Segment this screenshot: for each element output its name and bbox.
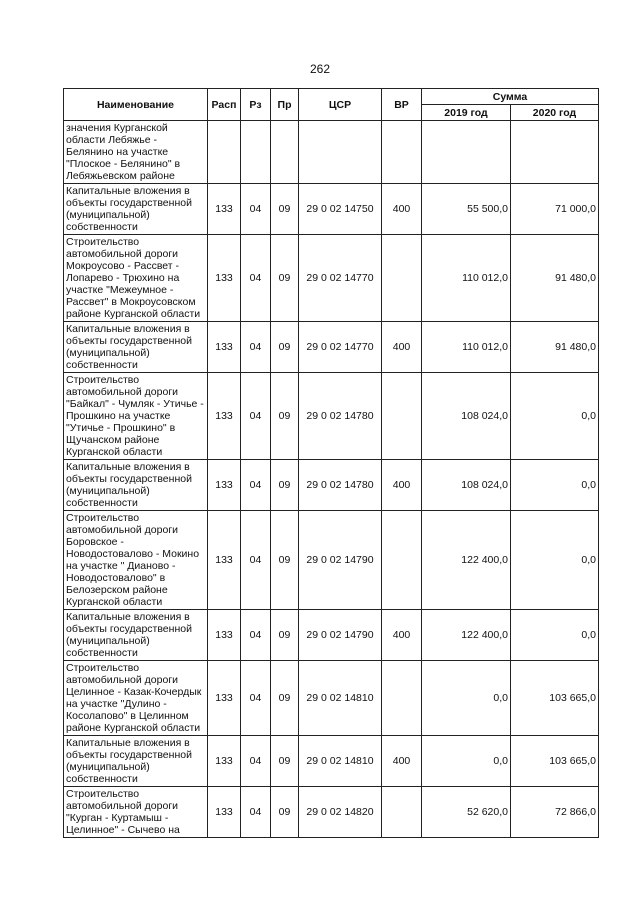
cell-2019: 108 024,0 [422,373,511,460]
cell-vr: 400 [382,184,422,235]
header-vr: ВР [382,89,422,121]
header-rasp: Расп [208,89,241,121]
cell-rasp: 133 [208,322,241,373]
cell-2020: 0,0 [511,460,599,511]
header-rz: Рз [241,89,271,121]
cell-pr: 09 [271,511,299,610]
cell-vr [382,787,422,838]
cell-pr: 09 [271,610,299,661]
cell-pr: 09 [271,736,299,787]
cell-name: Строительство автомобильной дороги Целинное - Казак-Кочердык на участке "Дулино - Косолапово" в Целинном районе Курганской области [64,661,208,736]
cell-rz: 04 [241,184,271,235]
cell-rz: 04 [241,610,271,661]
cell-pr [271,121,299,184]
cell-pr: 09 [271,373,299,460]
cell-vr: 400 [382,610,422,661]
table-row [64,373,599,460]
cell-pr: 09 [271,460,299,511]
cell-name: Капитальные вложения в объекты государственной (муниципальной) собственности [64,736,208,787]
cell-2020: 103 665,0 [511,661,599,736]
cell-2019: 0,0 [422,736,511,787]
cell-csr [299,121,382,184]
cell-name: Капитальные вложения в объекты государственной (муниципальной) собственности [64,460,208,511]
cell-pr: 09 [271,661,299,736]
cell-2020: 0,0 [511,373,599,460]
cell-rz: 04 [241,736,271,787]
table-row [64,610,599,661]
table-row [64,322,599,373]
cell-csr: 29 0 02 14780 [299,373,382,460]
cell-csr: 29 0 02 14810 [299,661,382,736]
cell-vr: 400 [382,460,422,511]
cell-rasp: 133 [208,373,241,460]
cell-2019 [422,121,511,184]
cell-pr: 09 [271,787,299,838]
cell-rz [241,121,271,184]
cell-2020: 91 480,0 [511,322,599,373]
cell-rz: 04 [241,235,271,322]
cell-vr [382,661,422,736]
cell-2019: 108 024,0 [422,460,511,511]
cell-csr: 29 0 02 14770 [299,322,382,373]
cell-rasp [208,121,241,184]
table-header [64,89,599,121]
cell-vr [382,373,422,460]
cell-rasp: 133 [208,661,241,736]
cell-2019: 122 400,0 [422,610,511,661]
cell-csr: 29 0 02 14820 [299,787,382,838]
table-body [64,121,599,838]
cell-name: Строительство автомобильной дороги Боровское - Новодостовалово - Мокино на участке " Дианово - Новодостовалово" в Белозерском районе Курганской области [64,511,208,610]
cell-rz: 04 [241,511,271,610]
header-name: Наименование [64,89,208,121]
cell-csr: 29 0 02 14790 [299,610,382,661]
cell-csr: 29 0 02 14770 [299,235,382,322]
cell-vr [382,121,422,184]
cell-2019: 52 620,0 [422,787,511,838]
cell-2020 [511,121,599,184]
header-year-2020: 2020 год [511,105,599,121]
table-row [64,661,599,736]
table-row [64,460,599,511]
cell-rz: 04 [241,787,271,838]
cell-rasp: 133 [208,460,241,511]
cell-vr: 400 [382,736,422,787]
cell-name: Капитальные вложения в объекты государственной (муниципальной) собственности [64,610,208,661]
cell-pr: 09 [271,322,299,373]
cell-rasp: 133 [208,511,241,610]
cell-vr [382,511,422,610]
page-number: 262 [309,62,331,76]
cell-2020: 0,0 [511,511,599,610]
cell-rasp: 133 [208,736,241,787]
budget-table [63,88,599,838]
cell-rasp: 133 [208,184,241,235]
header-pr: Пр [271,89,299,121]
table-row [64,184,599,235]
cell-2019: 122 400,0 [422,511,511,610]
header-csr: ЦСР [299,89,382,121]
cell-2020: 72 866,0 [511,787,599,838]
table-row [64,511,599,610]
cell-rasp: 133 [208,235,241,322]
cell-rasp: 133 [208,610,241,661]
table-row [64,736,599,787]
cell-vr: 400 [382,322,422,373]
cell-2020: 71 000,0 [511,184,599,235]
table-row [64,121,599,184]
cell-name: Строительство автомобильной дороги "Байкал" - Чумляк - Утичье - Прошкино на участке "Утичье - Прошкино" в Щучанском районе Курганской области [64,373,208,460]
cell-pr: 09 [271,184,299,235]
table-row [64,787,599,838]
header-year-2019: 2019 год [422,105,511,121]
cell-2019: 110 012,0 [422,235,511,322]
header-summa: Сумма [422,89,599,105]
cell-name: Капитальные вложения в объекты государственной (муниципальной) собственности [64,322,208,373]
cell-csr: 29 0 02 14810 [299,736,382,787]
cell-csr: 29 0 02 14780 [299,460,382,511]
cell-name: значения Курганской области Лебяжье - Белянино на участке "Плоское - Белянино" в Лебяжьевском районе [64,121,208,184]
cell-2019: 110 012,0 [422,322,511,373]
cell-2019: 55 500,0 [422,184,511,235]
cell-rz: 04 [241,661,271,736]
cell-csr: 29 0 02 14750 [299,184,382,235]
cell-pr: 09 [271,235,299,322]
cell-2020: 91 480,0 [511,235,599,322]
cell-csr: 29 0 02 14790 [299,511,382,610]
cell-name: Строительство автомобильной дороги "Курган - Куртамыш - Целинное" - Сычево на [64,787,208,838]
cell-rz: 04 [241,322,271,373]
cell-name: Капитальные вложения в объекты государственной (муниципальной) собственности [64,184,208,235]
cell-name: Строительство автомобильной дороги Мокроусово - Рассвет - Лопарево - Трюхино на участке "Межеумное - Рассвет" в Мокроусовском районе Курганской области [64,235,208,322]
table-row [64,235,599,322]
cell-rasp: 133 [208,787,241,838]
cell-vr [382,235,422,322]
cell-rz: 04 [241,460,271,511]
cell-rz: 04 [241,373,271,460]
cell-2020: 103 665,0 [511,736,599,787]
cell-2020: 0,0 [511,610,599,661]
cell-2019: 0,0 [422,661,511,736]
